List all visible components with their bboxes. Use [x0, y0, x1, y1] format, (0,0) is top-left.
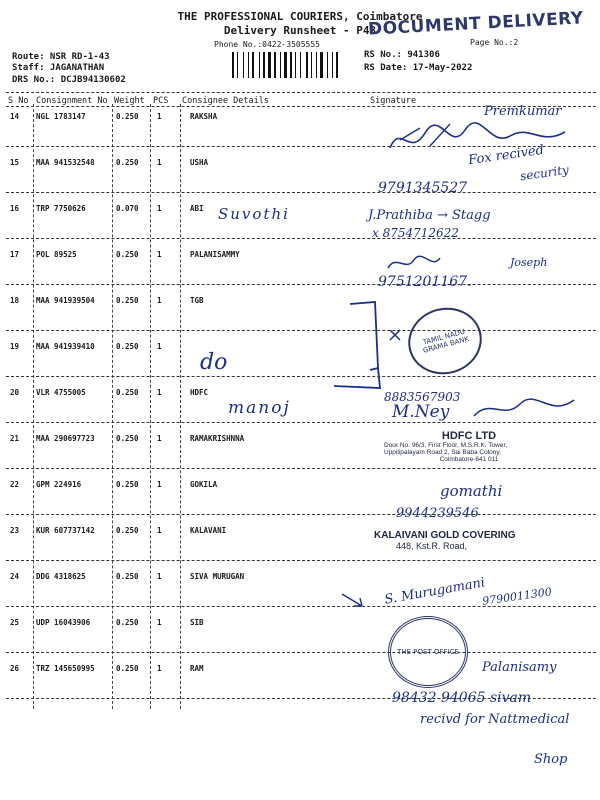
row-divider [6, 606, 596, 607]
row-consignment-no: MAA 941939410 [36, 342, 95, 351]
hdfc-stamp-line: Uppilipalayam Road 2, Sai Baba Colony, [384, 449, 501, 456]
row-sno: 20 [10, 388, 20, 397]
row-consignment-no: VLR 4755005 [36, 388, 86, 397]
row-consignee: TGB [190, 296, 204, 305]
row-pcs: 1 [157, 250, 162, 259]
row-consignment-no: NGL 1783147 [36, 112, 86, 121]
row-sno: 25 [10, 618, 20, 627]
handwritten-phone: 8883567903 [384, 390, 461, 404]
barcode [232, 52, 360, 78]
row-consignment-no: TRZ 145650995 [36, 664, 95, 673]
kalaivani-stamp-line: 448, Kst.R. Road, [396, 541, 468, 551]
row-pcs: 1 [157, 158, 162, 167]
row-consignee: ABI [190, 204, 204, 213]
handwritten-name: Joseph [510, 256, 548, 269]
col-pcs: PCS [153, 96, 169, 106]
row-weight: 0.250 [116, 664, 139, 673]
handwritten-phone: 9944239546 [396, 506, 479, 521]
handwritten-name: Suvothi [218, 205, 290, 223]
row-sno: 23 [10, 526, 20, 535]
row-sno: 19 [10, 342, 20, 351]
round-post-seal: THE POST OFFICE [388, 616, 468, 688]
row-consignment-no: POL 89525 [36, 250, 77, 259]
hdfc-stamp [384, 430, 554, 463]
row-weight: 0.250 [116, 388, 139, 397]
bank-seal: TAMIL NADU GRAMA BANK [401, 300, 490, 383]
col-divider [33, 104, 34, 709]
row-pcs: 1 [157, 112, 162, 121]
runsheet-title: Delivery Runsheet - P43 [223, 24, 377, 37]
row-consignee: RAM [190, 664, 204, 673]
col-divider [112, 104, 113, 709]
row-weight: 0.070 [116, 204, 139, 213]
handwritten-phone: 9790011300 [481, 585, 553, 608]
row-sno: 24 [10, 572, 20, 581]
row-consignee: HDFC [190, 388, 209, 397]
row-consignment-no: KUR 607737142 [36, 526, 95, 535]
handwritten-note: Shop [534, 752, 568, 767]
phone-number: Phone No.:0422-3505555 [214, 40, 320, 49]
col-sno: S No [8, 96, 29, 106]
row-divider [6, 514, 596, 515]
row-consignment-no: GPM 224916 [36, 480, 82, 489]
row-divider [6, 192, 596, 193]
row-divider [6, 238, 596, 239]
row-consignee: RAKSHA [190, 112, 218, 121]
route-label: Route: NSR RD-1-43 [12, 52, 110, 62]
row-pcs: 1 [157, 434, 162, 443]
row-weight: 0.250 [116, 618, 139, 627]
row-weight: 0.250 [116, 572, 139, 581]
signature-scribble [470, 394, 580, 424]
row-sno: 17 [10, 250, 20, 259]
handwritten-signature: S. Murugamani [383, 575, 487, 608]
handwritten-name: Premkumar [484, 104, 562, 119]
row-divider [6, 560, 596, 561]
row-sno: 18 [10, 296, 20, 305]
row-consignee: PALANISAMMY [190, 250, 240, 259]
handwritten-phone: 9791345527 [378, 180, 468, 196]
handwritten-name: J.Prathiba → Stagg [368, 208, 491, 223]
col-divider [150, 104, 151, 709]
col-signature: Signature [370, 96, 417, 106]
page-number: Page No.:2 [470, 38, 519, 47]
row-pcs: 1 [157, 526, 162, 535]
handwritten-note: Fox recived [467, 142, 545, 169]
handwritten-signature: Palanisamy [482, 660, 557, 675]
row-weight: 0.250 [116, 434, 139, 443]
row-divider [6, 468, 596, 469]
header-top-rule [6, 92, 596, 93]
row-sno: 22 [10, 480, 20, 489]
row-weight: 0.250 [116, 526, 139, 535]
drs-number: DRS No.: DCJB94130602 [12, 75, 126, 85]
row-pcs: 1 [157, 664, 162, 673]
row-consignee: GOKILA [190, 480, 218, 489]
row-pcs: 1 [157, 480, 162, 489]
col-weight: Weight [114, 96, 145, 106]
handwritten-phone: x 8754712622 [372, 226, 459, 240]
handwritten-phone: 9751201167. [378, 274, 472, 290]
hdfc-stamp-line: Coimbatore-641 011 [439, 456, 499, 463]
row-weight: 0.250 [116, 480, 139, 489]
row-pcs: 1 [157, 618, 162, 627]
rs-number: RS No.: 941306 [364, 50, 440, 60]
company-title: THE PROFESSIONAL COURIERS, Coimbatore [177, 10, 423, 23]
handwritten-name: gomathi [440, 482, 503, 500]
col-consignee: Consignee Details [182, 96, 269, 106]
row-consignee: USHA [190, 158, 209, 167]
hdfc-stamp-line: Door No. 96/3, First Floor, M.S.R.K. Tower, [384, 442, 508, 449]
row-consignment-no: UDP 16043906 [36, 618, 91, 627]
bracket-mark [330, 298, 420, 398]
row-divider [6, 376, 596, 377]
row-consignment-no: TRP 7750626 [36, 204, 86, 213]
row-consignment-no: MAA 941939504 [36, 296, 95, 305]
row-divider [6, 284, 596, 285]
col-consignment: Consignment No [36, 96, 108, 106]
row-divider [6, 330, 596, 331]
row-weight: 0.250 [116, 296, 139, 305]
row-sno: 14 [10, 112, 20, 121]
row-consignee: KALAVANI [190, 526, 227, 535]
row-consignment-no: MAA 290697723 [36, 434, 95, 443]
hdfc-stamp-title: HDFC LTD [441, 430, 497, 442]
staff-label: Staff: JAGANATHAN [12, 63, 105, 73]
row-consignment-no: DDG 4318625 [36, 572, 86, 581]
row-pcs: 1 [157, 388, 162, 397]
arrow-mark [340, 590, 366, 610]
row-sno: 26 [10, 664, 20, 673]
rs-date: RS Date: 17-May-2022 [364, 63, 473, 73]
row-consignment-no: MAA 941532548 [36, 158, 95, 167]
row-weight: 0.250 [116, 112, 139, 121]
document-delivery-stamp: DOCUMENT DELIVERY [367, 8, 585, 40]
row-pcs: 1 [157, 342, 162, 351]
row-consignee: RAMAKRISHNNA [190, 434, 245, 443]
handwritten-signature: M.Ney [392, 402, 450, 422]
row-pcs: 1 [157, 204, 162, 213]
row-sno: 21 [10, 434, 20, 443]
row-sno: 16 [10, 204, 20, 213]
row-weight: 0.250 [116, 342, 139, 351]
row-consignee: SIVA MURUGAN [190, 572, 245, 581]
col-divider [180, 104, 181, 709]
row-consignee: SIB [190, 618, 204, 627]
row-pcs: 1 [157, 572, 162, 581]
handwritten-name: manoj [228, 398, 291, 418]
row-weight: 0.250 [116, 158, 139, 167]
handwritten-note: security [519, 162, 570, 184]
kalaivani-stamp [374, 530, 554, 551]
handwritten-ditto: do [200, 350, 228, 375]
row-divider [6, 652, 596, 653]
row-weight: 0.250 [116, 250, 139, 259]
row-pcs: 1 [157, 296, 162, 305]
handwritten-phone: 98432 94065 sivam [392, 690, 532, 706]
handwritten-note: recivd for Nattmedical [420, 712, 570, 727]
kalaivani-stamp-title: KALAIVANI GOLD COVERING [374, 530, 516, 541]
row-sno: 15 [10, 158, 20, 167]
signature-scribble [384, 252, 444, 274]
